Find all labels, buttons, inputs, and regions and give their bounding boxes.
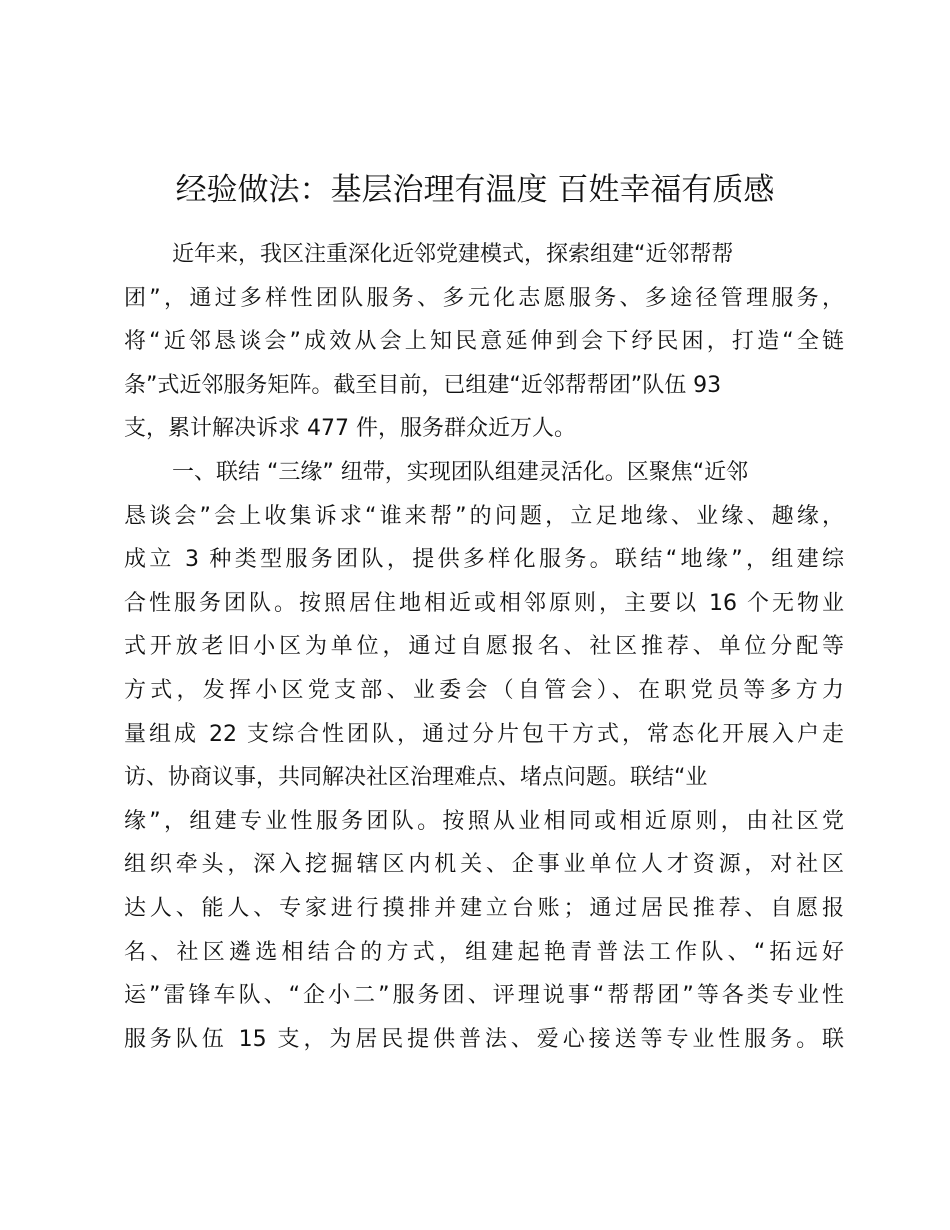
- paragraph-line: 方式，发挥小区党支部、业委会（自管会）、在职党员等多方力: [124, 677, 844, 703]
- paragraph-line: 将“近邻恳谈会”成效从会上知民意延伸到会下纾民困，打造“全链: [124, 329, 844, 355]
- paragraph-line: 一、联结 “三缘” 纽带，实现团队组建灵活化。区聚焦“近邻: [172, 459, 749, 485]
- paragraph-line: 运”雷锋车队、“企小二”服务团、评理说事“帮帮团”等各类专业性: [124, 983, 844, 1009]
- paragraph-line: 量组成 22 支综合性团队，通过分片包干方式，常态化开展入户走: [124, 721, 844, 747]
- paragraph-line: 访、协商议事，共同解决社区治理难点、堵点问题。联结“业: [124, 765, 708, 791]
- paragraph-line: 达人、能人、专家进行摸排并建立台账；通过居民推荐、自愿报: [124, 895, 844, 921]
- paragraph-line: 合性服务团队。按照居住地相近或相邻原则，主要以 16 个无物业: [124, 590, 844, 616]
- paragraph-line: 组织牵头，深入挖掘辖区内机关、企事业单位人才资源，对社区: [124, 852, 844, 878]
- paragraph-line: 服务队伍 15 支，为居民提供普法、爱心接送等专业性服务。联: [124, 1026, 844, 1052]
- paragraph-line: 团”，通过多样性团队服务、多元化志愿服务、多途径管理服务，: [124, 285, 844, 311]
- paragraph-line: 条”式近邻服务矩阵。截至目前，已组建“近邻帮帮团”队伍 93: [124, 372, 722, 398]
- paragraph-line: 式开放老旧小区为单位，通过自愿报名、社区推荐、单位分配等: [124, 634, 844, 660]
- paragraph-line: 恳谈会”会上收集诉求“谁来帮”的问题，立足地缘、业缘、趣缘，: [124, 503, 844, 529]
- document-body: [124, 233, 844, 1061]
- paragraph-line: 近年来，我区注重深化近邻党建模式，探索组建“近邻帮帮: [172, 242, 734, 267]
- paragraph-line: 支，累计解决诉求 477 件，服务群众近万人。: [124, 416, 576, 442]
- paragraph-line: 缘”，组建专业性服务团队。按照从业相同或相近原则，由社区党: [124, 808, 844, 834]
- document-title: 经验做法：基层治理有温度 百姓幸福有质感: [175, 172, 775, 208]
- paragraph-line: 名、社区遴选相结合的方式，组建起艳青普法工作队、“拓远好: [124, 939, 844, 965]
- paragraph-line: 成立 3 种类型服务团队，提供多样化服务。联结“地缘”，组建综: [124, 547, 844, 573]
